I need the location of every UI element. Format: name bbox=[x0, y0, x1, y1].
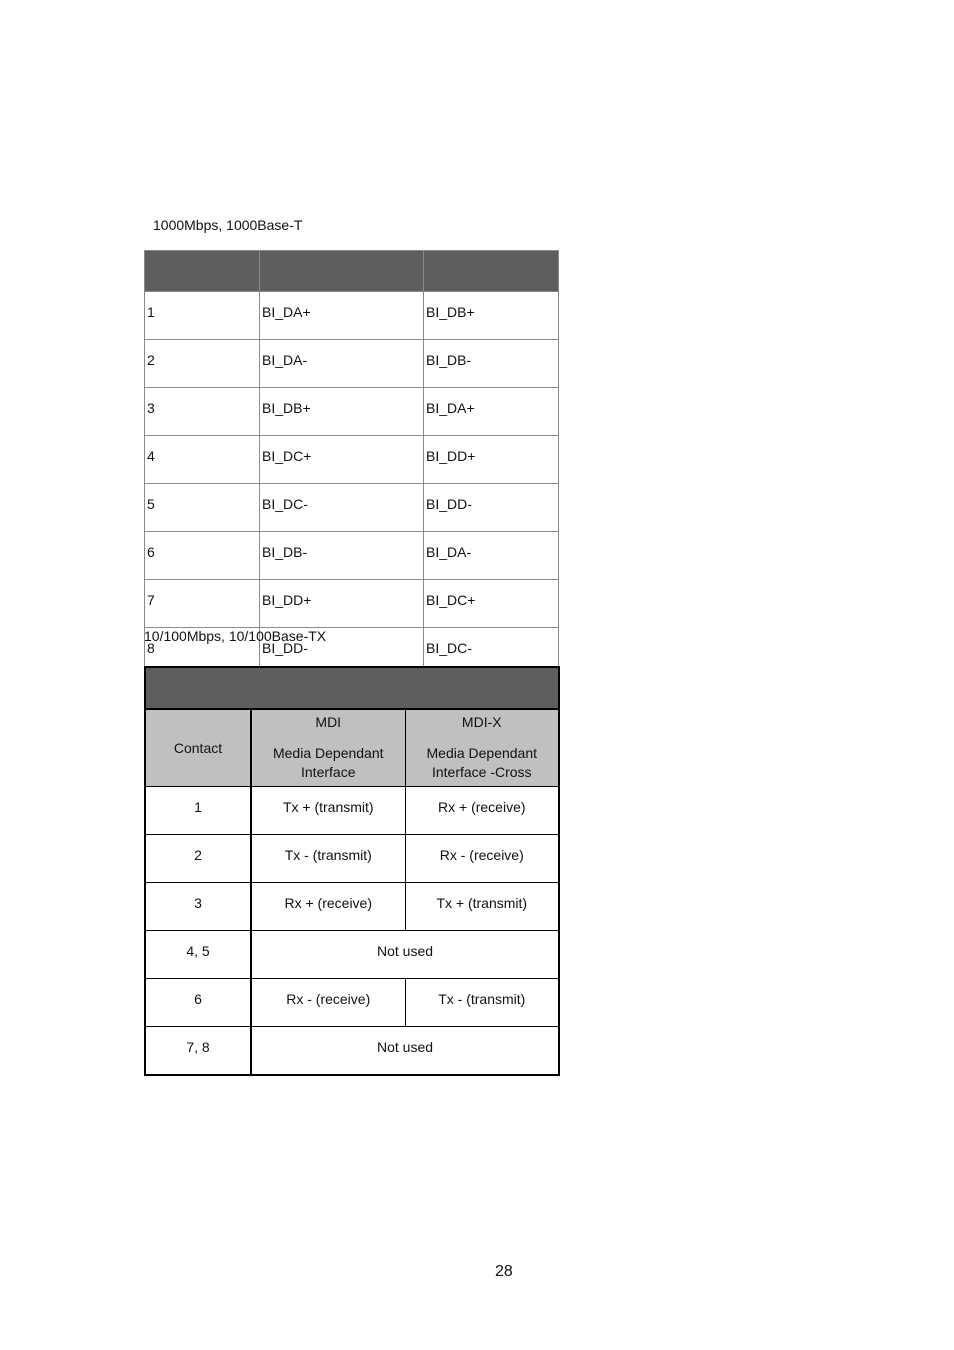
mdix-header bbox=[405, 709, 559, 787]
mdix-cell: BI_DA+ bbox=[424, 388, 559, 436]
mdi-cell: Rx - (receive) bbox=[251, 979, 405, 1027]
table-header-row bbox=[145, 251, 559, 292]
mdi-cell: Tx + (transmit) bbox=[251, 787, 405, 835]
mdix-cell: Tx + (transmit) bbox=[405, 883, 559, 931]
header-cell bbox=[260, 251, 424, 292]
pin-cell: 4 bbox=[145, 436, 260, 484]
table-row bbox=[145, 1027, 559, 1076]
mdix-cell: BI_DC- bbox=[424, 628, 559, 676]
mdi-cell: BI_DA+ bbox=[260, 292, 424, 340]
pin-cell: 2 bbox=[145, 340, 260, 388]
header-bar bbox=[145, 667, 559, 709]
mdix-cell: BI_DD+ bbox=[424, 436, 559, 484]
mdix-header-desc: Media Dependant Interface -Cross bbox=[426, 745, 538, 780]
mdi-header-desc: Media Dependant Interface bbox=[272, 745, 384, 780]
pin-cell: 6 bbox=[145, 532, 260, 580]
table-row bbox=[145, 532, 559, 580]
table-row bbox=[145, 340, 559, 388]
mdix-cell: Rx - (receive) bbox=[405, 835, 559, 883]
contact-cell: 7, 8 bbox=[145, 1027, 251, 1076]
mdi-header-label: MDI bbox=[315, 714, 342, 730]
fast-ethernet-pinout-table bbox=[144, 666, 560, 1076]
pin-cell: 7 bbox=[145, 580, 260, 628]
table-row bbox=[145, 931, 559, 979]
mdix-cell: BI_DC+ bbox=[424, 580, 559, 628]
contact-cell: 1 bbox=[145, 787, 251, 835]
mdi-cell: BI_DC+ bbox=[260, 436, 424, 484]
contact-cell: 2 bbox=[145, 835, 251, 883]
contact-header: Contact bbox=[145, 709, 251, 787]
mdi-cell: Rx + (receive) bbox=[251, 883, 405, 931]
contact-cell: 3 bbox=[145, 883, 251, 931]
mdi-cell: BI_DC- bbox=[260, 484, 424, 532]
mdi-cell: BI_DA- bbox=[260, 340, 424, 388]
mdi-cell: BI_DB- bbox=[260, 532, 424, 580]
pin-cell: 8 bbox=[145, 628, 260, 676]
table-row bbox=[145, 835, 559, 883]
table-row bbox=[145, 388, 559, 436]
header-cell bbox=[145, 251, 260, 292]
mdi-header bbox=[251, 709, 405, 787]
table-row bbox=[145, 292, 559, 340]
contact-cell: 6 bbox=[145, 979, 251, 1027]
table-header-row bbox=[145, 709, 559, 787]
gigabit-pinout-table bbox=[144, 250, 559, 676]
pin-cell: 5 bbox=[145, 484, 260, 532]
mdix-cell: BI_DB+ bbox=[424, 292, 559, 340]
mdi-cell: BI_DD+ bbox=[260, 580, 424, 628]
not-used-cell: Not used bbox=[251, 1027, 559, 1076]
table2-caption: 10/100Mbps, 10/100Base-TX bbox=[144, 628, 327, 644]
mdix-cell: BI_DD- bbox=[424, 484, 559, 532]
table-row bbox=[145, 883, 559, 931]
contact-cell: 4, 5 bbox=[145, 931, 251, 979]
table-row bbox=[145, 787, 559, 835]
mdix-header-label: MDI-X bbox=[461, 714, 502, 730]
pin-cell: 1 bbox=[145, 292, 260, 340]
table-title-row bbox=[145, 667, 559, 709]
table-row bbox=[145, 436, 559, 484]
header-cell bbox=[424, 251, 559, 292]
table1-caption: 1000Mbps, 1000Base-T bbox=[153, 217, 303, 233]
mdix-cell: BI_DA- bbox=[424, 532, 559, 580]
mdi-cell: BI_DB+ bbox=[260, 388, 424, 436]
mdix-cell: Rx + (receive) bbox=[405, 787, 559, 835]
mdi-cell: Tx - (transmit) bbox=[251, 835, 405, 883]
mdix-cell: Tx - (transmit) bbox=[405, 979, 559, 1027]
table-row bbox=[145, 979, 559, 1027]
pin-cell: 3 bbox=[145, 388, 260, 436]
table-row bbox=[145, 484, 559, 532]
mdi-cell: BI_DD- bbox=[260, 628, 424, 676]
not-used-cell: Not used bbox=[251, 931, 559, 979]
page-number: 28 bbox=[495, 1263, 513, 1280]
mdix-cell: BI_DB- bbox=[424, 340, 559, 388]
table-row bbox=[145, 580, 559, 628]
